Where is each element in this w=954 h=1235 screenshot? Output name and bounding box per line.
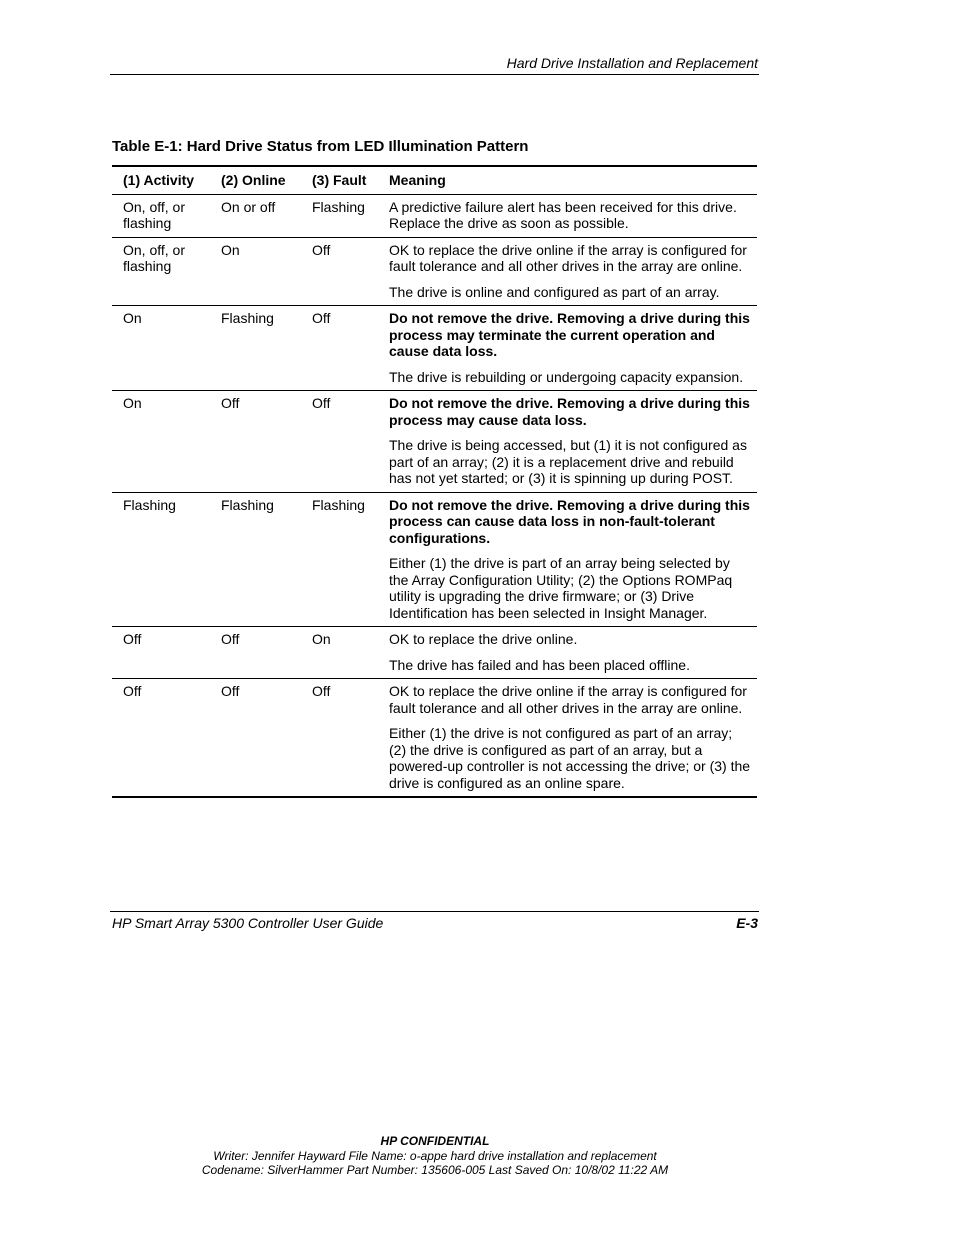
cell-meaning — [378, 492, 757, 627]
table-row — [112, 627, 757, 679]
running-header: Hard Drive Installation and Replacement — [506, 55, 758, 71]
table-row — [112, 306, 757, 391]
header-rule — [110, 74, 759, 75]
meaning-paragraph: Either (1) the drive is part of an array being selected by the Array Configuration Utility; (2) the Options ROMPaq utility is upgrading the drive firmware; or (3) Drive Identification has been selected in Insight Manager. — [389, 555, 733, 621]
column-header-activity: (1) Activity — [123, 172, 195, 188]
cell-activity: On, off, or flashing — [123, 198, 185, 231]
table-row — [112, 679, 757, 798]
cell-activity: Flashing — [123, 496, 176, 513]
cell-online: On — [221, 241, 240, 258]
cell-fault: Off — [312, 241, 331, 258]
cell-activity: On — [123, 395, 142, 411]
column-header-meaning: Meaning — [389, 172, 446, 188]
warning-paragraph: Do not remove the drive. Removing a drive during this process can cause data loss in non-fault-tolerant configurations. — [389, 496, 750, 546]
cell-fault: On — [312, 631, 331, 647]
meaning-paragraph: The drive is rebuilding or undergoing capacity expansion. — [389, 368, 744, 385]
meaning-paragraph: OK to replace the drive online. — [389, 631, 578, 647]
led-status-table-container — [112, 165, 757, 798]
cell-fault: Flashing — [312, 496, 365, 513]
cell-meaning — [378, 627, 757, 679]
meaning-paragraph: The drive is being accessed, but (1) it is not configured as part of an array; (2) it is a replacement drive and rebuild has not yet started; or (3) it is spinning up during POST. — [389, 437, 747, 486]
header-row — [112, 166, 757, 194]
cell-fault: Off — [312, 310, 331, 326]
cell-activity: Off — [123, 683, 142, 699]
cell-meaning — [378, 306, 757, 391]
cell-online: On or off — [221, 198, 276, 215]
warning-paragraph: Do not remove the drive. Removing a drive during this process may terminate the current operation and cause data loss. — [389, 310, 750, 359]
footer-document-title: HP Smart Array 5300 Controller User Guide — [112, 915, 384, 931]
cell-activity: On, off, or flashing — [123, 241, 185, 274]
table-header — [112, 166, 757, 194]
cell-meaning — [378, 391, 757, 493]
table-row — [112, 237, 757, 306]
table-row — [112, 492, 757, 627]
led-status-table — [112, 165, 757, 798]
footer-rule — [110, 911, 759, 912]
cell-meaning — [378, 194, 757, 237]
meaning-paragraph: OK to replace the drive online if the array is configured for fault tolerance and all other drives in the array are online. — [389, 683, 747, 716]
cell-fault: Off — [312, 395, 331, 411]
table-body — [112, 194, 757, 797]
meaning-paragraph: Either (1) the drive is not configured as part of an array; (2) the drive is configured as part of an array, but a powered-up controller is not accessing the drive; or (3) the drive is configured as an online spare. — [389, 725, 751, 791]
column-header-fault: (3) Fault — [312, 172, 367, 188]
cell-online: Off — [221, 395, 240, 411]
meaning-paragraph: The drive is online and configured as part of an array. — [389, 283, 720, 300]
warning-paragraph: Do not remove the drive. Removing a drive during this process may cause data loss. — [389, 395, 750, 428]
confidential-title: HP CONFIDENTIAL — [380, 1134, 490, 1148]
cell-fault: Off — [312, 683, 331, 699]
table-row — [112, 391, 757, 493]
meaning-paragraph: A predictive failure alert has been received for this drive. Replace the drive as soon as possible. — [389, 198, 737, 231]
page-number: E-3 — [736, 915, 758, 931]
cell-online: Flashing — [221, 496, 274, 513]
cell-activity: On — [123, 310, 142, 326]
confidential-codename-line: Codename: SilverHammer Part Number: 135606-005 Last Saved On: 10/8/02 11:22 AM — [201, 1163, 669, 1177]
cell-fault: Flashing — [312, 198, 365, 215]
meaning-paragraph: The drive has failed and has been placed offline. — [389, 656, 690, 673]
cell-meaning — [378, 679, 757, 798]
cell-online: Off — [221, 683, 240, 699]
cell-meaning — [378, 237, 757, 306]
table-row — [112, 194, 757, 237]
meaning-paragraph: OK to replace the drive online if the array is configured for fault tolerance and all other drives in the array are online. — [389, 241, 747, 274]
cell-activity: Off — [123, 631, 142, 647]
cell-online: Flashing — [221, 310, 274, 326]
confidential-writer-line: Writer: Jennifer Hayward File Name: o-appe hard drive installation and replacement — [213, 1149, 657, 1163]
cell-online: Off — [221, 631, 240, 647]
column-header-online: (2) Online — [221, 172, 286, 188]
table-caption: Table E-1: Hard Drive Status from LED Illumination Pattern — [112, 138, 529, 155]
